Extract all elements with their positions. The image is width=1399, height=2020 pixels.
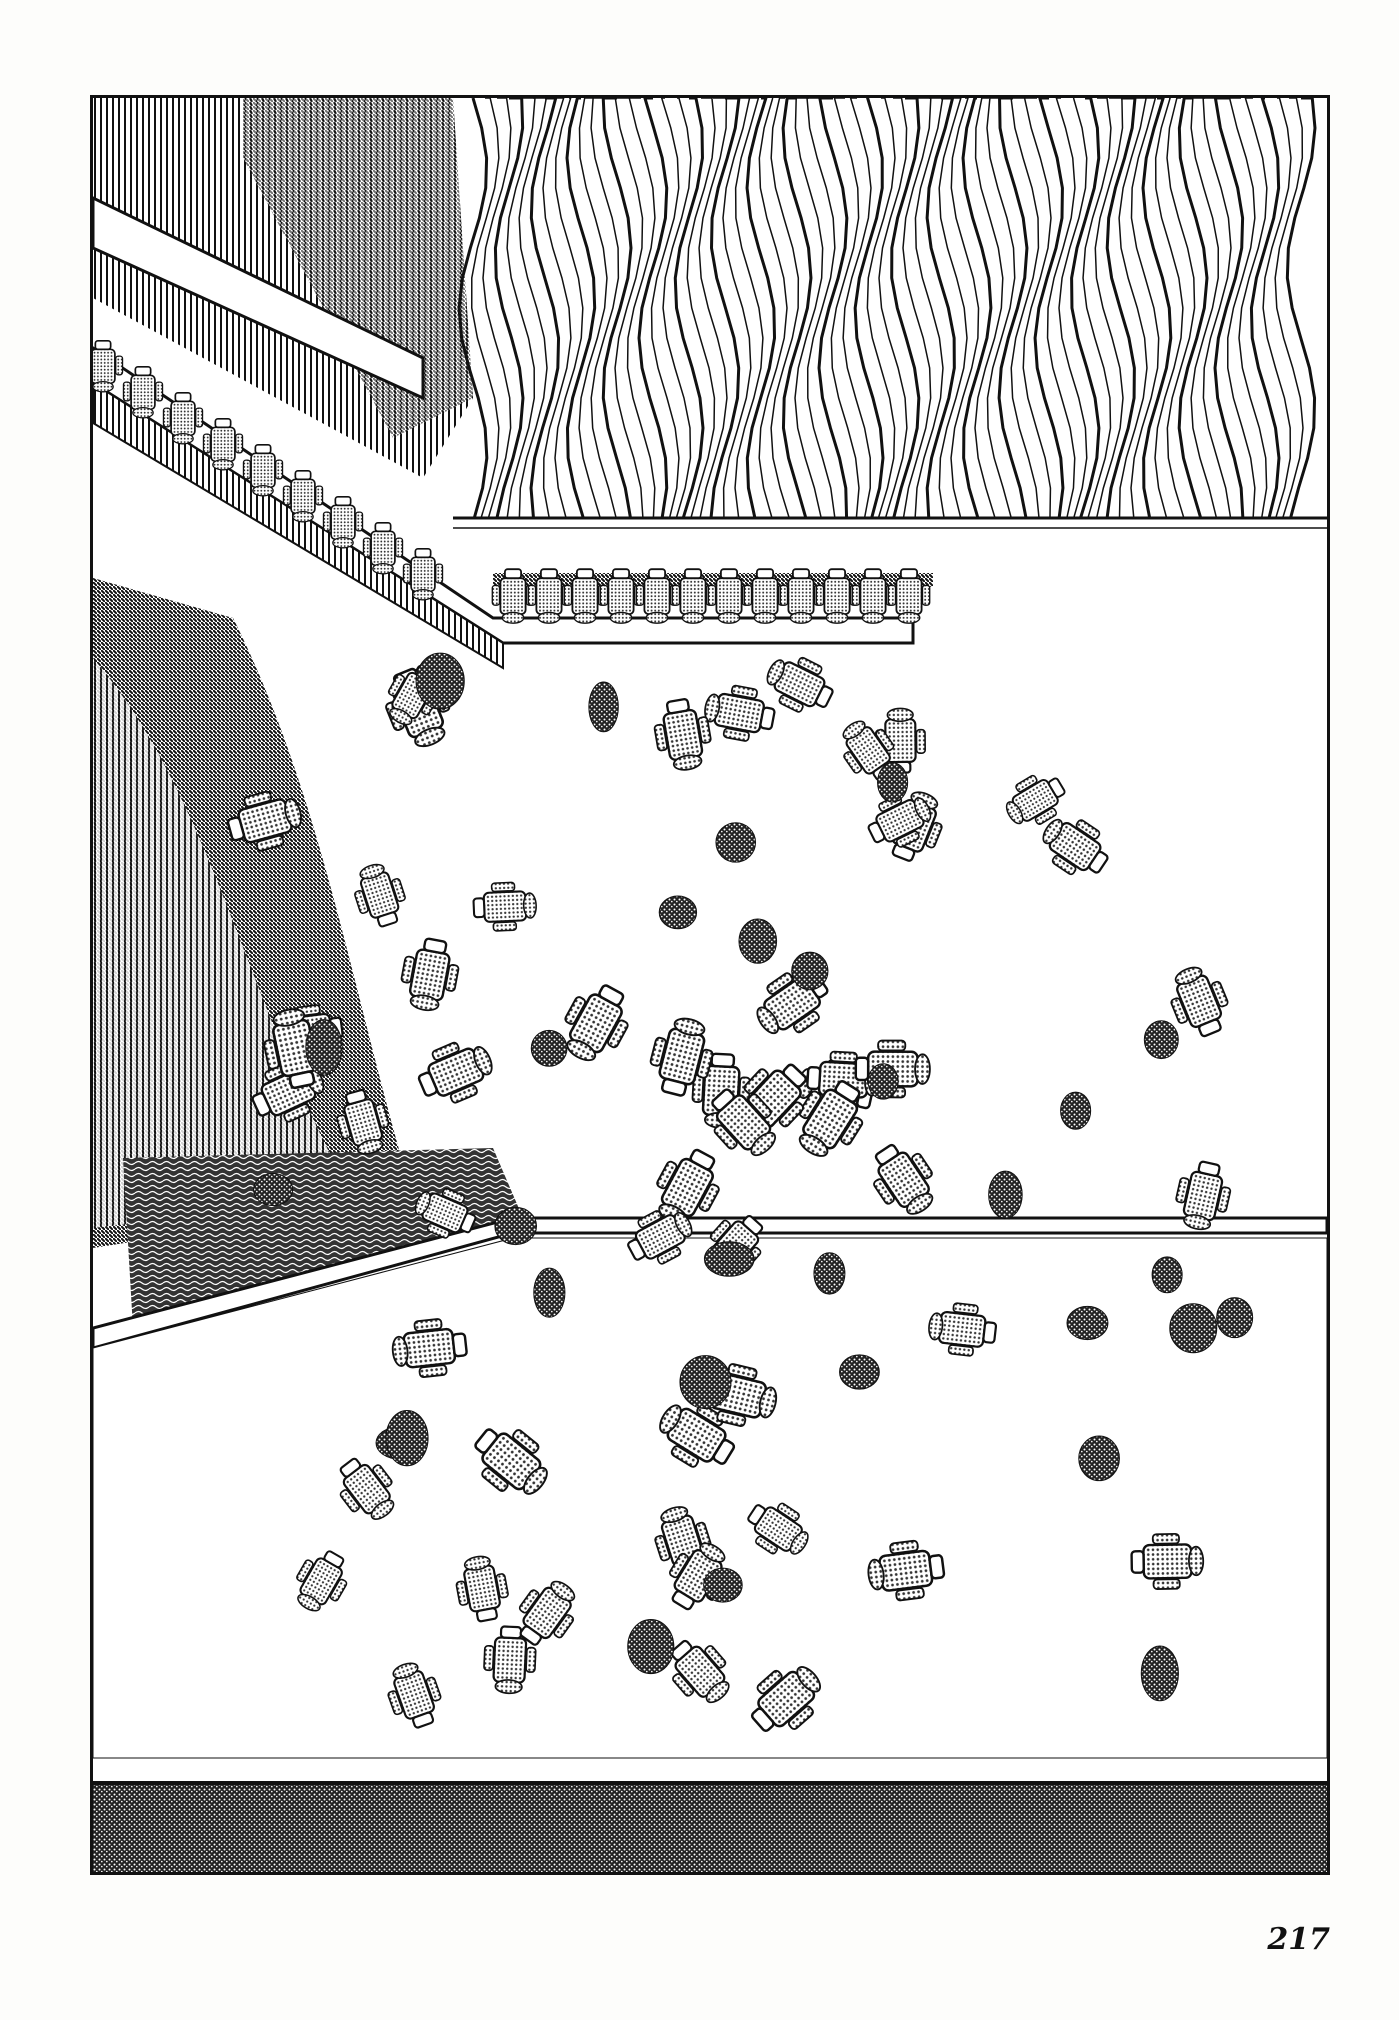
debris-clump (739, 919, 777, 963)
debris-clump (704, 1568, 743, 1602)
debris-clump (534, 1268, 565, 1317)
debris-clump (878, 763, 908, 802)
debris-clump (254, 1173, 293, 1205)
panel-illustration (93, 98, 1327, 1872)
debris-clump (868, 1064, 898, 1099)
debris-clump (659, 896, 696, 929)
debris-clump (989, 1171, 1023, 1218)
debris-clump (386, 1411, 428, 1466)
debris-clump (589, 682, 618, 732)
debris-clump (416, 653, 464, 709)
debris-clump (531, 1030, 567, 1066)
debris-clump (814, 1253, 845, 1294)
debris-clump (628, 1619, 674, 1673)
debris-clump (792, 952, 828, 990)
debris-clump (840, 1355, 880, 1389)
debris-clump (1061, 1092, 1091, 1129)
debris-clump (1079, 1436, 1120, 1481)
debris-clump (704, 1242, 754, 1277)
debris-clump (306, 1020, 342, 1075)
page-number: 217 (1267, 1922, 1330, 1957)
debris-clump (680, 1356, 731, 1409)
ground-strip (93, 1783, 1327, 1872)
debris-clump (1217, 1298, 1253, 1338)
debris-clump (495, 1207, 537, 1244)
debris-clump (1141, 1646, 1178, 1701)
debris-clump (1152, 1257, 1182, 1293)
debris-clump (716, 823, 756, 862)
debris-clump (1067, 1306, 1108, 1339)
debris-clump (1144, 1021, 1178, 1059)
debris-clump (1170, 1304, 1217, 1353)
manga-panel (90, 95, 1330, 1875)
